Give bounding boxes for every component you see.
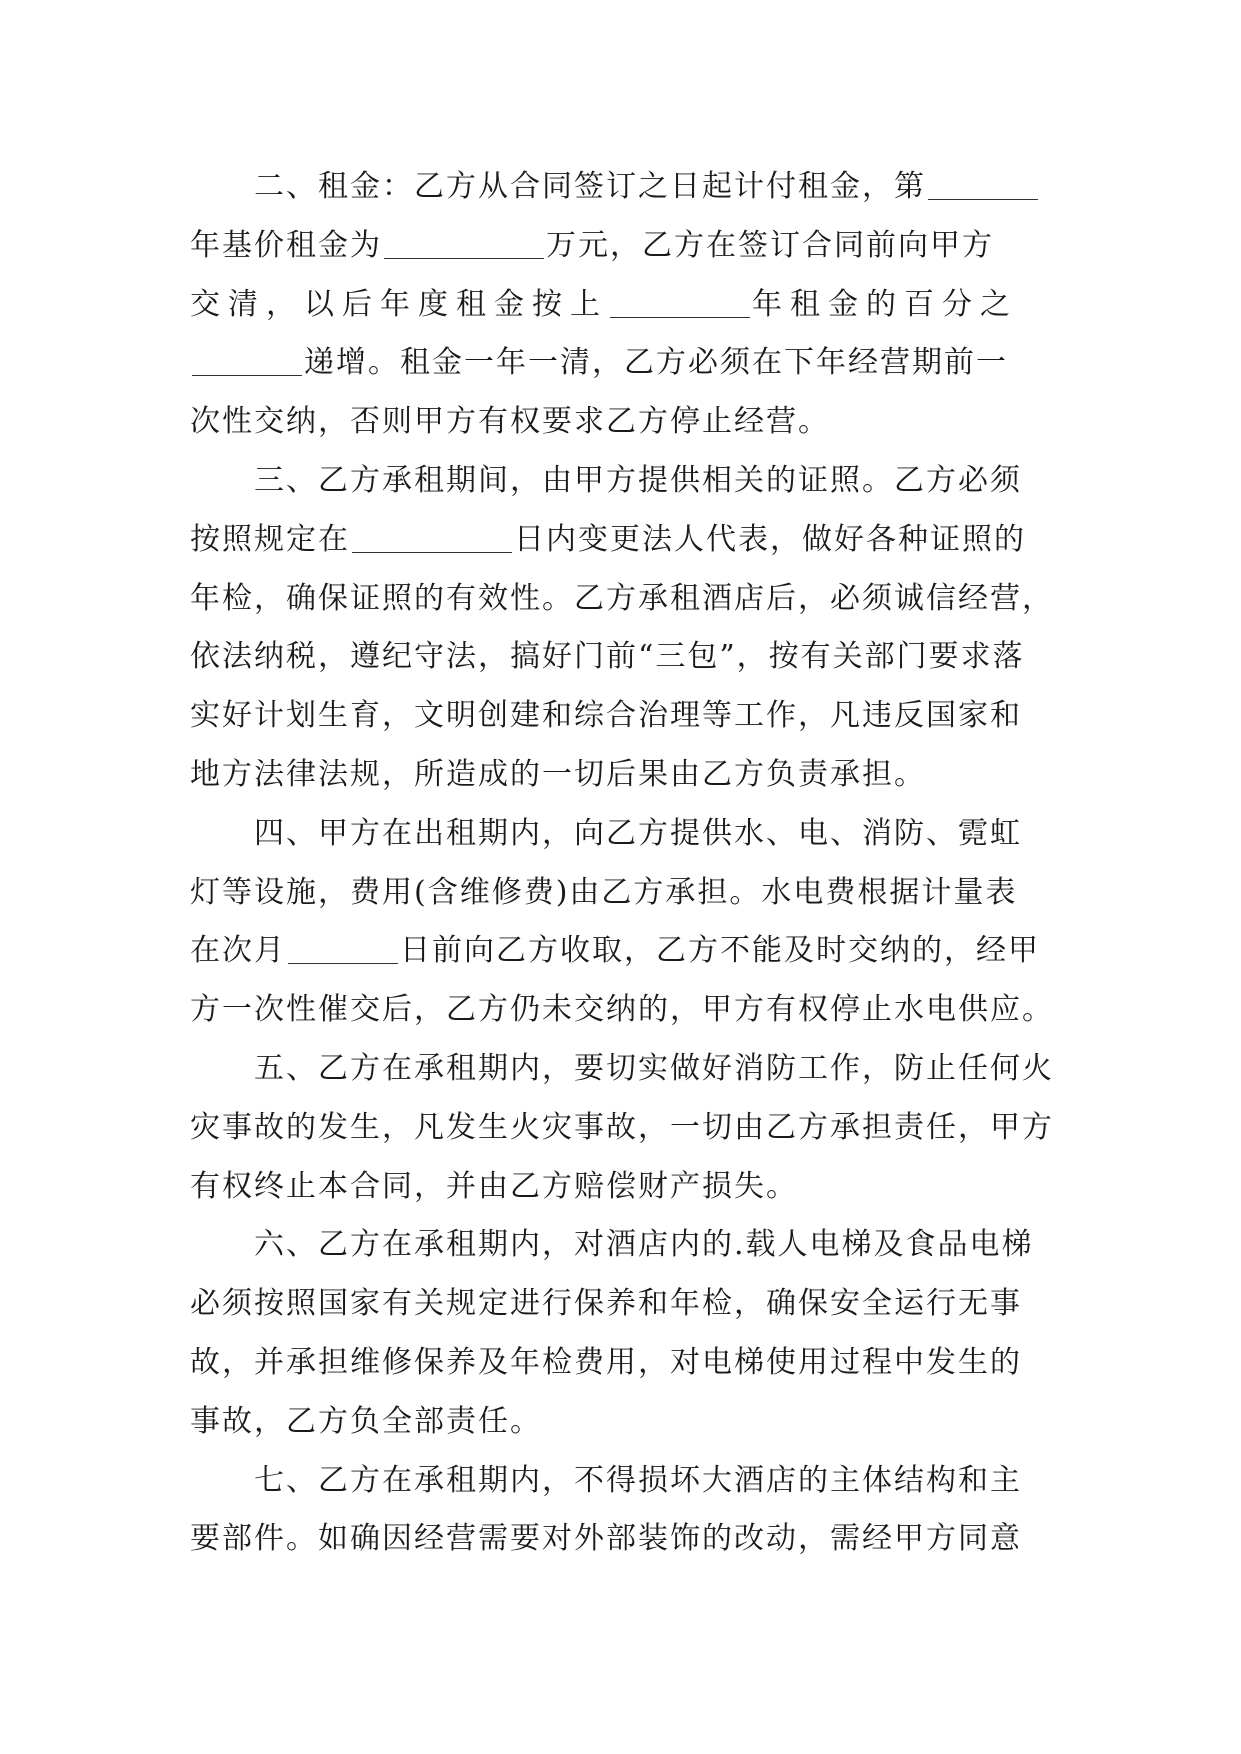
clause-5-line-3: 有权终止本合同，并由乙方赔偿财产损失。 bbox=[190, 1168, 798, 1204]
clause-3-line-6: 地方法律法规，所造成的一切后果由乙方负责承担。 bbox=[190, 756, 926, 792]
clause-2-line-4 bbox=[190, 334, 1050, 393]
fill-in-blank[interactable] bbox=[288, 933, 398, 964]
clause-4-line-1: 四、甲方在出租期内，向乙方提供水、电、消防、霓虹 bbox=[254, 815, 1022, 851]
clause-3-line-2 bbox=[190, 511, 1050, 570]
text-segment: 年基价租金为 bbox=[190, 227, 382, 263]
clause-4-line-2: 灯等设施，费用(含维修费)由乙方承担。水电费根据计量表 bbox=[190, 874, 1018, 910]
fill-in-blank[interactable] bbox=[192, 345, 302, 376]
clause-6-line-4: 事故，乙方负全部责任。 bbox=[190, 1403, 542, 1439]
clause-2-line-5: 次性交纳，否则甲方有权要求乙方停止经营。 bbox=[190, 404, 830, 440]
text-segment: 在次月 bbox=[190, 933, 286, 969]
fill-in-blank[interactable] bbox=[928, 169, 1038, 200]
text-segment: 交清，以后年度租金按上 bbox=[190, 286, 608, 322]
clause-3-line-1: 三、乙方承租期间，由甲方提供相关的证照。乙方必须 bbox=[254, 462, 1022, 498]
text-segment: 万元，乙方在签订合同前向甲方 bbox=[546, 227, 994, 263]
contract-text bbox=[190, 158, 1054, 1569]
fill-in-blank[interactable] bbox=[610, 287, 750, 318]
fill-in-blank[interactable] bbox=[384, 228, 544, 259]
clause-3-line-5: 实好计划生育，文明创建和综合治理等工作，凡违反国家和 bbox=[190, 698, 1022, 734]
text-segment: 日内变更法人代表，做好各种证照的 bbox=[514, 521, 1026, 557]
text-segment: 按照规定在 bbox=[190, 521, 350, 557]
clause-3-line-4: 依法纳税，遵纪守法，搞好门前“三包”，按有关部门要求落 bbox=[190, 639, 1025, 675]
text-segment: 年租金的百分之 bbox=[752, 286, 1018, 322]
clause-4-line-4: 方一次性催交后，乙方仍未交纳的，甲方有权停止水电供应。 bbox=[190, 992, 1054, 1028]
clause-2-line-3 bbox=[190, 276, 1050, 335]
clause-2-line-2 bbox=[190, 217, 1050, 276]
clause-6-line-2: 必须按照国家有关规定进行保养和年检，确保安全运行无事 bbox=[190, 1286, 1022, 1322]
clause-5-line-2: 灾事故的发生，凡发生火灾事故，一切由乙方承担责任，甲方 bbox=[190, 1109, 1054, 1145]
text-segment: 递增。租金一年一清，乙方必须在下年经营期前一 bbox=[304, 345, 1008, 381]
clause-3-line-3: 年检，确保证照的有效性。乙方承租酒店后，必须诚信经营， bbox=[190, 580, 1054, 616]
clause-2-line-1 bbox=[190, 158, 1050, 217]
clause-5-line-1: 五、乙方在承租期内，要切实做好消防工作，防止任何火 bbox=[254, 1050, 1054, 1086]
clause-4-line-3 bbox=[190, 922, 1050, 981]
clause-6-line-3: 故，并承担维修保养及年检费用，对电梯使用过程中发生的 bbox=[190, 1344, 1022, 1380]
text-segment: 二、租金：乙方从合同签订之日起计付租金，第 bbox=[254, 169, 926, 204]
fill-in-blank[interactable] bbox=[352, 522, 512, 553]
clause-7-line-2: 要部件。如确因经营需要对外部装饰的改动，需经甲方同意 bbox=[190, 1521, 1022, 1557]
clause-6-line-1: 六、乙方在承租期内，对酒店内的.载人电梯及食品电梯 bbox=[254, 1227, 1034, 1263]
text-segment: 日前向乙方收取，乙方不能及时交纳的，经甲 bbox=[400, 933, 1040, 969]
clause-7-line-1: 七、乙方在承租期内，不得损坏大酒店的主体结构和主 bbox=[254, 1462, 1022, 1498]
